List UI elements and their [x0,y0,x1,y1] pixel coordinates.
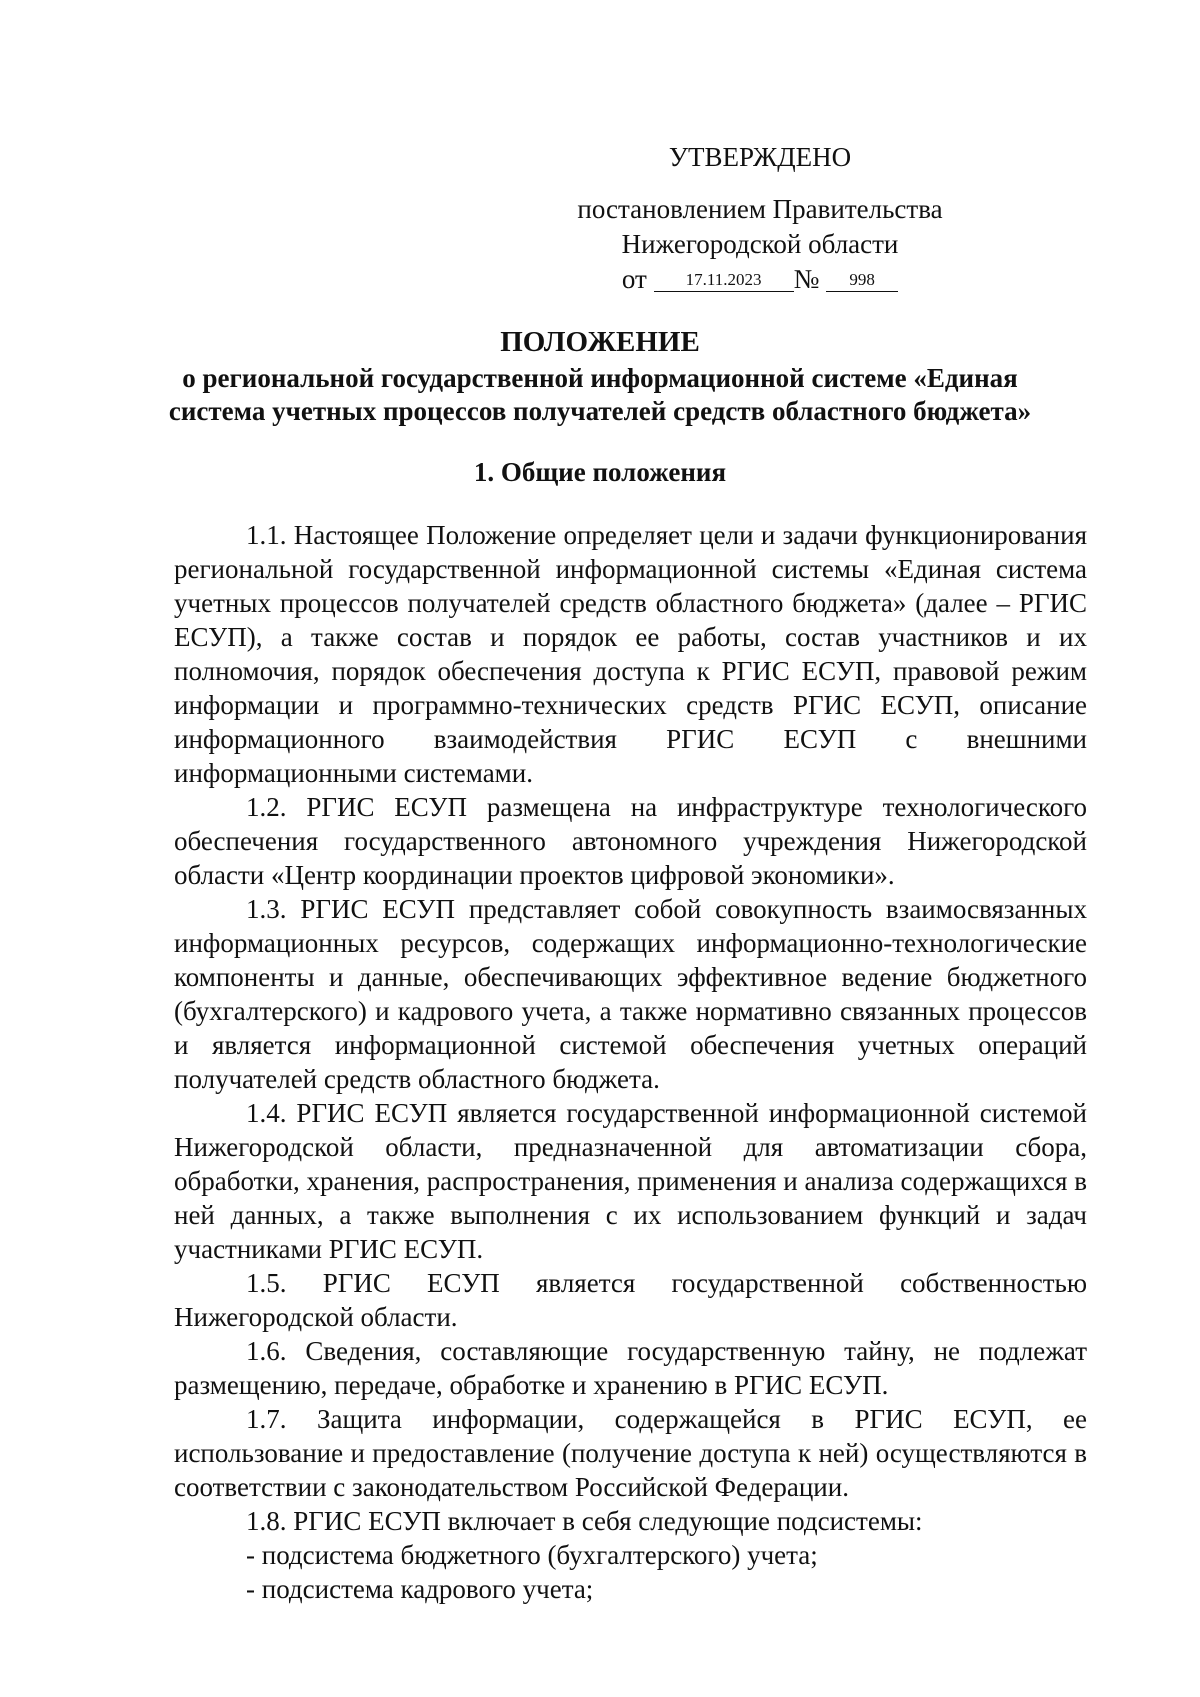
list-item-1: - подсистема бюджетного (бухгалтерского) учета; [246,1540,818,1570]
approval-date: 17.11.2023 [654,269,794,292]
paragraph-1-8: 1.8. РГИС ЕСУП включает в себя следующие подсистемы: [246,1506,923,1536]
document-subtitle-line-2: система учетных процессов получателей средств областного бюджета» [168,396,1032,426]
document-subtitle-line-1: о региональной государственной информационной системе «Единая [182,363,1018,393]
document-body [174,518,1087,1606]
approval-line-1: постановлением Правительства [577,194,943,224]
approval-number: 998 [826,269,898,292]
document-title-block [140,322,1060,428]
paragraph-1-2: 1.2. РГИС ЕСУП размещена на инфраструктуре технологического обеспечения государственного автономного учреждения Нижегородской области «Центр координации проектов цифровой экономики». [174,792,1087,890]
paragraph-1-3: 1.3. РГИС ЕСУП представляет собой совокупность взаимосвязанных информационных ресурсов, содержащих информационно-технологические компоненты и данные, обеспечивающих эффективное ведение бюджетного (бухгалтерского) и кадрового учета, а также нормативно связанных процессов и является информационной системой обеспечения учетных операций получателей средств областного бюджета. [174,894,1087,1094]
approval-block [560,140,960,297]
paragraph-1-5: 1.5. РГИС ЕСУП является государственной собственностью Нижегородской области. [174,1268,1087,1332]
date-prefix: от [621,264,647,294]
paragraph-1-6: 1.6. Сведения, составляющие государственную тайну, не подлежат размещению, передаче, обработке и хранению в РГИС ЕСУП. [174,1336,1087,1400]
approval-date-line [560,262,960,297]
number-sign: № [793,264,820,294]
paragraph-1-7: 1.7. Защита информации, содержащейся в РГИС ЕСУП, ее использование и предоставление (получение доступа к ней) осуществляются в соответствии с законодательством Российской Федерации. [174,1404,1087,1502]
approval-line-2: Нижегородской области [621,229,899,259]
paragraph-1-1: 1.1. Настоящее Положение определяет цели и задачи функционирования региональной государственной информационной системы «Единая система учетных процессов получателей средств областного бюджета» (далее – РГИС ЕСУП), а также состав и порядок ее работы, состав участников и их полномочия, порядок обеспечения доступа к РГИС ЕСУП, правовой режим информации и программно-технических средств РГИС ЕСУП, описание информационного взаимодействия РГИС ЕСУП с внешними информационными системами. [174,520,1087,788]
section-heading: 1. Общие положения [473,457,727,487]
document-title: ПОЛОЖЕНИЕ [500,326,700,358]
paragraph-1-4: 1.4. РГИС ЕСУП является государственной информационной системой Нижегородской области, предназначенной для автоматизации сбора, обработки, хранения, распространения, применения и анализа содержащихся в ней данных, а также выполнения с их использованием функций и задач участниками РГИС ЕСУП. [174,1098,1087,1264]
list-item-2: - подсистема кадрового учета; [246,1574,594,1604]
approved-label: УТВЕРЖДЕНО [668,142,852,172]
